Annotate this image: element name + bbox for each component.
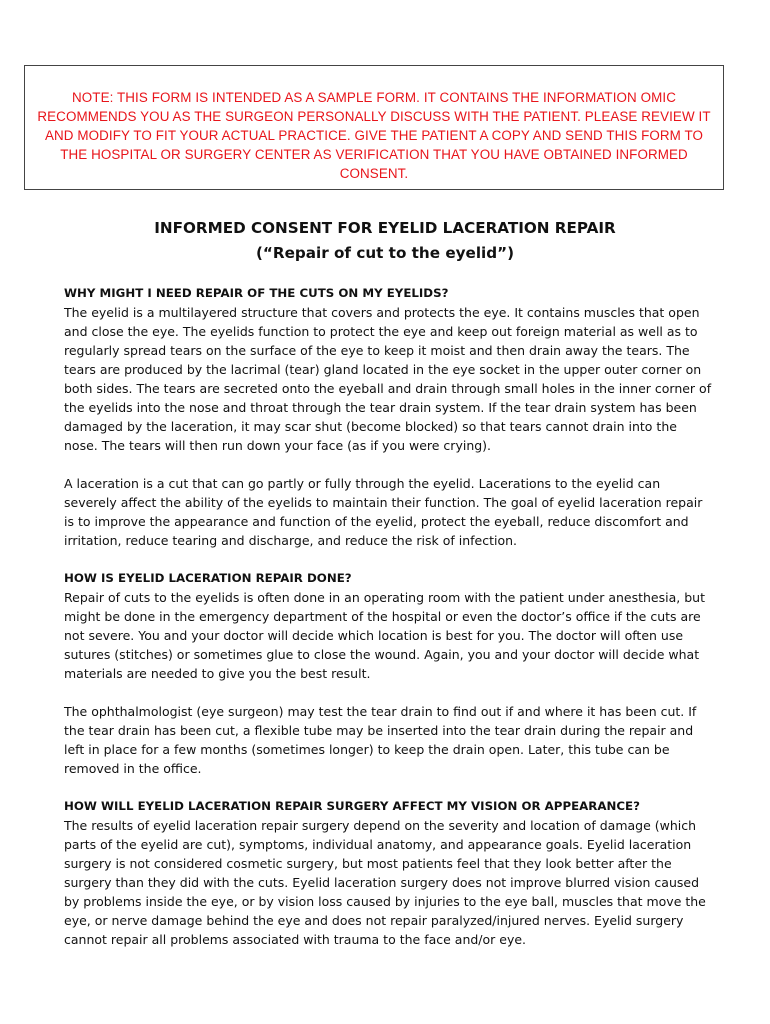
- section-heading: WHY MIGHT I NEED REPAIR OF THE CUTS ON MY EYELIDS?: [64, 286, 449, 300]
- section-heading: HOW WILL EYELID LACERATION REPAIR SURGERY AFFECT MY VISION OR APPEARANCE?: [64, 799, 640, 813]
- document-title: INFORMED CONSENT FOR EYELID LACERATION REPAIR: [154, 219, 616, 237]
- sample-form-note: NOTE: THIS FORM IS INTENDED AS A SAMPLE FORM. IT CONTAINS THE INFORMATION OMIC RECOMMENDS YOU AS THE SURGEON PERSONALLY DISCUSS WITH THE PATIENT. PLEASE REVIEW IT AND MODIFY TO FIT YOUR ACTUAL PRACTICE. GIVE THE PATIENT A COPY AND SEND THIS FORM TO THE HOSPITAL OR SURGERY CENTER AS VERIFICATION THAT YOU HAVE OBTAINED INFORMED CONSENT.: [24, 65, 724, 190]
- paragraph: The results of eyelid laceration repair surgery depend on the severity and location of damage (which parts of the eyelid are cut), symptoms, individual anatomy, and appearance goals. Eyelid laceration surgery is not considered cosmetic surgery, but most patients feel that they look better after the surgery than they did with the cuts. Eyelid laceration surgery does not improve blurred vision caused by problems inside the eye, or by vision loss caused by injuries to the eye ball, muscles that move the eye, or nerve damage behind the eye and does not repair paralyzed/injured nerves. Eyelid surgery cannot repair all problems associated with trauma to the face and/or eye.: [64, 818, 706, 947]
- paragraph: The eyelid is a multilayered structure that covers and protects the eye. It contains muscles that open and close the eye. The eyelids function to protect the eye and keep out foreign material as well as to regularly spread tears on the surface of the eye to keep it moist and then drain away the tears. The tears are produced by the lacrimal (tear) gland located in the eye socket in the upper outer corner on both sides. The tears are secreted onto the eyeball and drain through small holes in the inner corner of the eyelids into the nose and throat through the tear drain system. If the tear drain system has been damaged by the laceration, it may scar shut (become blocked) so that tears cannot drain into the nose. The tears will then run down your face (as if you were crying).: [64, 305, 712, 453]
- section-heading: HOW IS EYELID LACERATION REPAIR DONE?: [64, 571, 352, 585]
- paragraph: The ophthalmologist (eye surgeon) may test the tear drain to find out if and where it has been cut. If the tear drain has been cut, a flexible tube may be inserted into the tear drain during the repair and left in place for a few months (sometimes longer) to keep the drain open. Later, this tube can be removed in the office.: [64, 704, 697, 776]
- paragraph: Repair of cuts to the eyelids is often done in an operating room with the patient under anesthesia, but might be done in the emergency department of the hospital or even the doctor’s office if the cuts are not severe. You and your doctor will decide which location is best for you. The doctor will often use sutures (stitches) or sometimes glue to close the wound. Again, you and your doctor will decide what materials are needed to give you the best result.: [64, 590, 705, 681]
- document-title-block: [0, 216, 770, 266]
- paragraph: A laceration is a cut that can go partly or fully through the eyelid. Lacerations to the eyelid can severely affect the ability of the eyelids to maintain their function. The goal of eyelid laceration repair is to improve the appearance and function of the eyelid, protect the eyeball, reduce discomfort and irritation, reduce tearing and discharge, and reduce the risk of infection.: [64, 476, 703, 548]
- document-subtitle: (“Repair of cut to the eyelid”): [255, 244, 515, 262]
- document-body: [64, 284, 712, 949]
